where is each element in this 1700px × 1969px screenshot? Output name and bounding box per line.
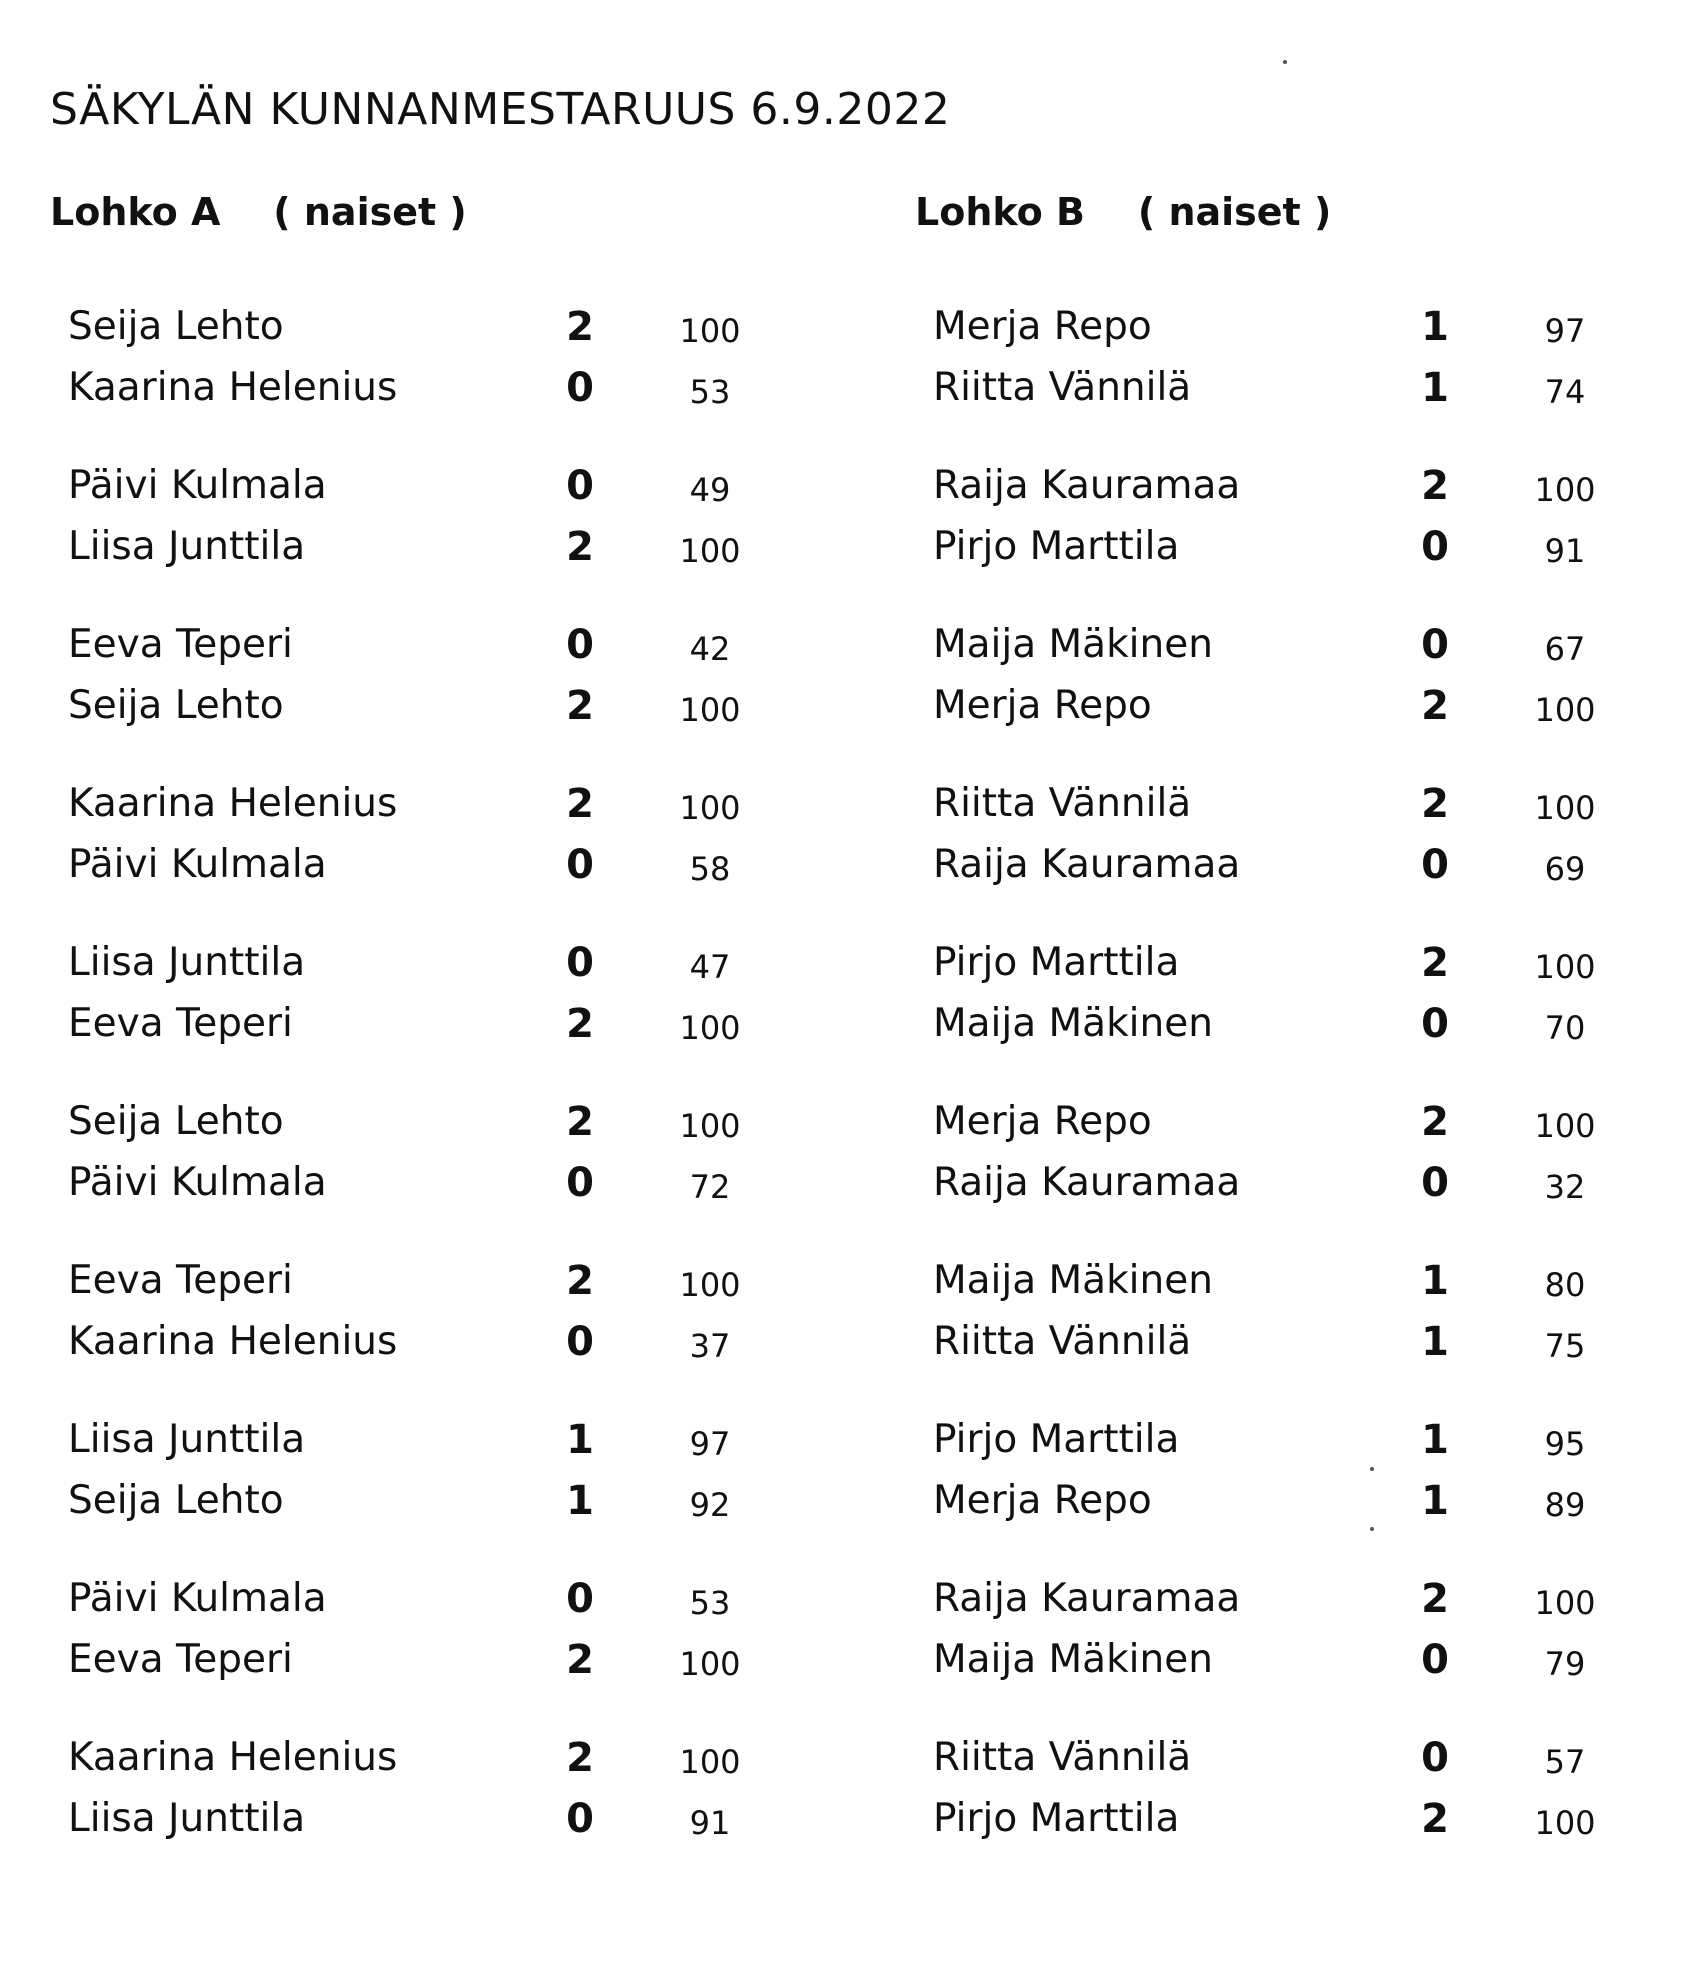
points: 100	[1534, 691, 1596, 729]
points: 37	[689, 1327, 731, 1365]
match	[915, 618, 1615, 777]
player-name: Riitta Vännilä	[933, 781, 1192, 826]
sets-won: 2	[1421, 683, 1449, 729]
sets-won: 1	[566, 1478, 594, 1524]
sets-won: 2	[1421, 1576, 1449, 1622]
match-row	[915, 520, 1615, 581]
match	[915, 300, 1615, 459]
match-row	[915, 1633, 1615, 1694]
match-row	[50, 1254, 750, 1315]
match	[915, 936, 1615, 1095]
match	[50, 459, 750, 618]
sets-won: 1	[1421, 1478, 1449, 1524]
points: 79	[1544, 1645, 1586, 1683]
match	[915, 1731, 1615, 1890]
match-row	[50, 1156, 750, 1217]
player-name: Kaarina Helenius	[68, 781, 398, 826]
points: 100	[679, 1107, 741, 1145]
scan-speck	[1283, 60, 1287, 64]
points: 69	[1544, 850, 1586, 888]
points: 100	[1534, 1584, 1596, 1622]
player-name: Seija Lehto	[68, 304, 284, 349]
points: 100	[1534, 471, 1596, 509]
match	[915, 777, 1615, 936]
player-name: Pirjo Marttila	[933, 940, 1180, 985]
player-name: Liisa Junttila	[68, 524, 306, 569]
player-name: Merja Repo	[933, 1478, 1152, 1523]
points: 32	[1544, 1168, 1586, 1206]
match-row	[915, 1792, 1615, 1853]
sets-won: 0	[566, 940, 594, 986]
match-row	[915, 1572, 1615, 1633]
points: 80	[1544, 1266, 1586, 1304]
sets-won: 0	[566, 1796, 594, 1842]
match-row	[915, 679, 1615, 740]
player-name: Seija Lehto	[68, 1478, 284, 1523]
match-row	[50, 1633, 750, 1694]
points: 97	[689, 1425, 731, 1463]
player-name: Pirjo Marttila	[933, 1417, 1180, 1462]
sets-won: 1	[1421, 1417, 1449, 1463]
match-row	[50, 679, 750, 740]
match	[50, 1254, 750, 1413]
player-name: Kaarina Helenius	[68, 1735, 398, 1780]
match-row	[915, 936, 1615, 997]
points: 100	[679, 1645, 741, 1683]
match-row	[915, 300, 1615, 361]
player-name: Maija Mäkinen	[933, 1637, 1213, 1682]
sets-won: 2	[566, 1735, 594, 1781]
sets-won: 0	[1421, 1637, 1449, 1683]
player-name: Liisa Junttila	[68, 1417, 306, 1462]
match-row	[915, 1315, 1615, 1376]
player-name: Raija Kauramaa	[933, 463, 1241, 508]
points: 100	[679, 1009, 741, 1047]
match-row	[915, 1156, 1615, 1217]
points: 70	[1544, 1009, 1586, 1047]
match	[50, 777, 750, 936]
sets-won: 0	[1421, 1001, 1449, 1047]
match-row	[50, 1315, 750, 1376]
points: 100	[679, 789, 741, 827]
player-name: Päivi Kulmala	[68, 842, 327, 887]
sets-won: 2	[566, 304, 594, 350]
points: 100	[1534, 1107, 1596, 1145]
match-row	[915, 459, 1615, 520]
player-name: Liisa Junttila	[68, 940, 306, 985]
sets-won: 0	[566, 1576, 594, 1622]
match-row	[50, 300, 750, 361]
match-list	[50, 300, 750, 1890]
sets-won: 2	[1421, 463, 1449, 509]
sets-won: 0	[1421, 1735, 1449, 1781]
points: 57	[1544, 1743, 1586, 1781]
match	[915, 1095, 1615, 1254]
match-row	[50, 838, 750, 899]
points: 53	[689, 373, 731, 411]
points: 100	[1534, 789, 1596, 827]
match	[50, 936, 750, 1095]
player-name: Maija Mäkinen	[933, 1001, 1213, 1046]
points: 100	[679, 532, 741, 570]
sets-won: 2	[1421, 1099, 1449, 1145]
match	[915, 1572, 1615, 1731]
scan-speck	[1370, 1467, 1374, 1471]
page-title: SÄKYLÄN KUNNANMESTARUUS 6.9.2022	[50, 84, 951, 135]
match-row	[50, 1572, 750, 1633]
match-row	[915, 838, 1615, 899]
player-name: Raija Kauramaa	[933, 1576, 1241, 1621]
match-row	[50, 1792, 750, 1853]
sets-won: 2	[1421, 781, 1449, 827]
match	[50, 300, 750, 459]
sets-won: 0	[1421, 622, 1449, 668]
sets-won: 2	[566, 683, 594, 729]
sets-won: 1	[1421, 304, 1449, 350]
points: 95	[1544, 1425, 1586, 1463]
points: 89	[1544, 1486, 1586, 1524]
match-row	[50, 1474, 750, 1535]
player-name: Kaarina Helenius	[68, 365, 398, 410]
sets-won: 0	[566, 1319, 594, 1365]
player-name: Raija Kauramaa	[933, 1160, 1241, 1205]
match	[50, 1095, 750, 1254]
sets-won: 0	[566, 463, 594, 509]
player-name: Maija Mäkinen	[933, 1258, 1213, 1303]
sets-won: 2	[566, 1637, 594, 1683]
player-name: Merja Repo	[933, 683, 1152, 728]
points: 72	[689, 1168, 731, 1206]
sets-won: 0	[1421, 524, 1449, 570]
player-name: Riitta Vännilä	[933, 1319, 1192, 1364]
match-row	[915, 1095, 1615, 1156]
match-row	[915, 777, 1615, 838]
points: 67	[1544, 630, 1586, 668]
sets-won: 2	[1421, 1796, 1449, 1842]
player-name: Päivi Kulmala	[68, 463, 327, 508]
points: 49	[689, 471, 731, 509]
match-row	[50, 1731, 750, 1792]
player-name: Päivi Kulmala	[68, 1160, 327, 1205]
sets-won: 2	[566, 1099, 594, 1145]
points: 92	[689, 1486, 731, 1524]
sets-won: 2	[566, 524, 594, 570]
player-name: Liisa Junttila	[68, 1796, 306, 1841]
match-row	[915, 997, 1615, 1058]
match-row	[50, 936, 750, 997]
sets-won: 0	[566, 365, 594, 411]
sets-won: 2	[566, 1258, 594, 1304]
sets-won: 0	[1421, 842, 1449, 888]
match-list	[915, 300, 1615, 1890]
player-name: Eeva Teperi	[68, 1258, 293, 1303]
sets-won: 0	[1421, 1160, 1449, 1206]
sets-won: 0	[566, 622, 594, 668]
match-row	[915, 1474, 1615, 1535]
match	[915, 459, 1615, 618]
sets-won: 2	[1421, 940, 1449, 986]
match-row	[50, 1095, 750, 1156]
match-row	[915, 1731, 1615, 1792]
match	[50, 1413, 750, 1572]
player-name: Eeva Teperi	[68, 622, 293, 667]
points: 74	[1544, 373, 1586, 411]
player-name: Merja Repo	[933, 1099, 1152, 1144]
player-name: Riitta Vännilä	[933, 365, 1192, 410]
sets-won: 1	[1421, 1258, 1449, 1304]
points: 100	[1534, 1804, 1596, 1842]
player-name: Eeva Teperi	[68, 1637, 293, 1682]
points: 100	[1534, 948, 1596, 986]
match-row	[915, 361, 1615, 422]
sets-won: 1	[1421, 365, 1449, 411]
group-heading: Lohko A ( naiset )	[50, 190, 467, 234]
player-name: Kaarina Helenius	[68, 1319, 398, 1364]
player-name: Seija Lehto	[68, 683, 284, 728]
match	[915, 1254, 1615, 1413]
sets-won: 1	[1421, 1319, 1449, 1365]
sets-won: 0	[566, 842, 594, 888]
match-row	[50, 361, 750, 422]
points: 91	[689, 1804, 731, 1842]
match	[50, 1572, 750, 1731]
points: 100	[679, 312, 741, 350]
points: 42	[689, 630, 731, 668]
points: 91	[1544, 532, 1586, 570]
scan-speck	[1370, 1527, 1374, 1531]
sets-won: 1	[566, 1417, 594, 1463]
sets-won: 2	[566, 1001, 594, 1047]
points: 58	[689, 850, 731, 888]
player-name: Maija Mäkinen	[933, 622, 1213, 667]
points: 47	[689, 948, 731, 986]
sets-won: 2	[566, 781, 594, 827]
player-name: Pirjo Marttila	[933, 524, 1180, 569]
points: 100	[679, 1743, 741, 1781]
points: 75	[1544, 1327, 1586, 1365]
player-name: Pirjo Marttila	[933, 1796, 1180, 1841]
match-row	[50, 459, 750, 520]
match-row	[50, 997, 750, 1058]
points: 97	[1544, 312, 1586, 350]
match-row	[915, 1254, 1615, 1315]
player-name: Eeva Teperi	[68, 1001, 293, 1046]
match-row	[915, 1413, 1615, 1474]
match-row	[50, 777, 750, 838]
player-name: Seija Lehto	[68, 1099, 284, 1144]
match-row	[50, 1413, 750, 1474]
match-row	[915, 618, 1615, 679]
points: 100	[679, 1266, 741, 1304]
sets-won: 0	[566, 1160, 594, 1206]
player-name: Merja Repo	[933, 304, 1152, 349]
points: 100	[679, 691, 741, 729]
points: 53	[689, 1584, 731, 1622]
match-row	[50, 618, 750, 679]
match	[50, 1731, 750, 1890]
match-row	[50, 520, 750, 581]
player-name: Päivi Kulmala	[68, 1576, 327, 1621]
match	[50, 618, 750, 777]
player-name: Raija Kauramaa	[933, 842, 1241, 887]
group-heading: Lohko B ( naiset )	[915, 190, 1332, 234]
match	[915, 1413, 1615, 1572]
player-name: Riitta Vännilä	[933, 1735, 1192, 1780]
